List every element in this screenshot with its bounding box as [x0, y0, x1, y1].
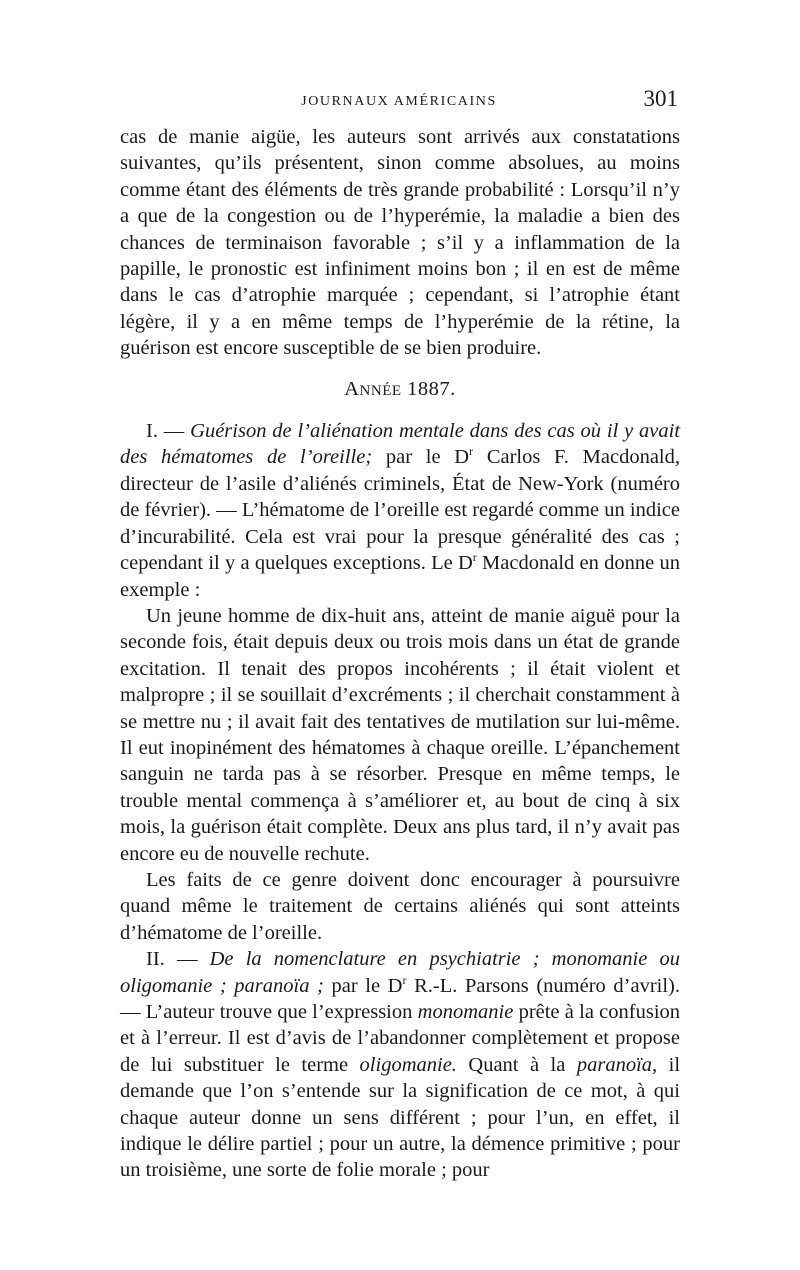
article-entry-1 [120, 418, 680, 603]
article-body: Quant à la [468, 1053, 566, 1076]
term-paranoia: paranoïa, [576, 1053, 658, 1076]
year-heading-rest: NNÉE [359, 382, 402, 399]
paragraph-conclusion: Les faits de ce genre doivent donc encourager à poursuivre quand même le traitement de certains aliénés qui sont atteints d’hématome de l’oreille. [120, 868, 680, 944]
running-head [120, 86, 678, 122]
dr-superscript: r [402, 972, 407, 987]
article-by: par le D [385, 446, 470, 469]
article-entry-2 [120, 946, 680, 1184]
article-body: Carlos F. Macdonald, directeur de l’asile d’aliénés criminels, État de New-York (numéro de février). — L’hématome de l’oreille est regardé comme un indice d’incurabilité. Cela est vrai pour la presque généralité des cas ; cependant il y a quelques exceptions. Le D [120, 446, 680, 575]
article-numeral: I. — [146, 420, 185, 443]
term-monomanie: monomanie [417, 1001, 514, 1023]
article-numeral: II. — [146, 948, 198, 971]
dr-superscript: r [469, 444, 474, 459]
article-title: Guérison de l’aliénation mentale dans des cas où il y avait des hématomes de l’oreille; [120, 420, 681, 469]
body-text [120, 124, 680, 1184]
year-heading-initial: A [344, 377, 360, 400]
running-title: JOURNAUX AMÉRICAINS [301, 94, 497, 109]
article-body-end: Macdonald en donne un exemple : [120, 552, 681, 601]
article-by: par le D [331, 974, 403, 997]
paragraph-continuation: cas de manie aigüe, les auteurs sont arrivés aux constatations suivantes, qu’ils présentent, sinon comme absolues, au moins comme étant des éléments de très grande probabilité : Lorsqu’il n’y a que de la congestion ou de l’hyperémie, la maladie a bien des chances de terminaison favorable ; s’il y a inflammation de la papille, le pronostic est infiniment moins bon ; il en est de même dans le cas d’atrophie marquée ; cependant, si l’atrophie étant légère, il y a en même temps de l’hyperémie de la rétine, la guérison est encore susceptible de se bien produire. [120, 126, 680, 360]
year-heading [120, 376, 680, 404]
article-body: il demande que l’on s’entende sur la signification de ce mot, à qui chaque auteur donne un sens différent ; pour l’un, en effet, il indique le délire partiel ; pour un autre, la démence primitive ; pour un troisième, une sorte de folie morale ; pour [120, 1053, 681, 1182]
paragraph-case-report: Un jeune homme de dix-huit ans, atteint de manie aiguë pour la seconde fois, était depuis deux ou trois mois dans un état de grande excitation. Il tenait des propos incohérents ; il était violent et malpropre ; il se souillait d’excréments ; il cherchait constamment à se mettre nu ; il avait fait des tentatives de mutilation sur lui-même. Il eut inopinément des hématomes à chaque oreille. L’épanchement sanguin ne tarda pas à se résorber. Presque en même temps, le trouble mental commença à s’améliorer et, au bout de cinq à six mois, la guérison était complète. Deux ans plus tard, il n’y avait pas encore eu de nouvelle rechute. [120, 604, 680, 865]
dr-superscript: r [472, 550, 477, 565]
article-body: R.-L. Parsons (numéro d’avril). — L’auteur trouve que l’expression [120, 974, 681, 1023]
article-body: prête à la confusion et à l’erreur. Il est d’avis de l’abandonner complètement et propose de lui substituer le terme [120, 1001, 681, 1076]
term-oligomanie: oligomanie. [359, 1053, 457, 1076]
year-heading-year: 1887. [407, 377, 456, 400]
page-number: 301 [643, 86, 678, 111]
article-title: De la nomenclature en psychiatrie ; monomanie ou oligomanie ; paranoïa ; [120, 948, 681, 997]
